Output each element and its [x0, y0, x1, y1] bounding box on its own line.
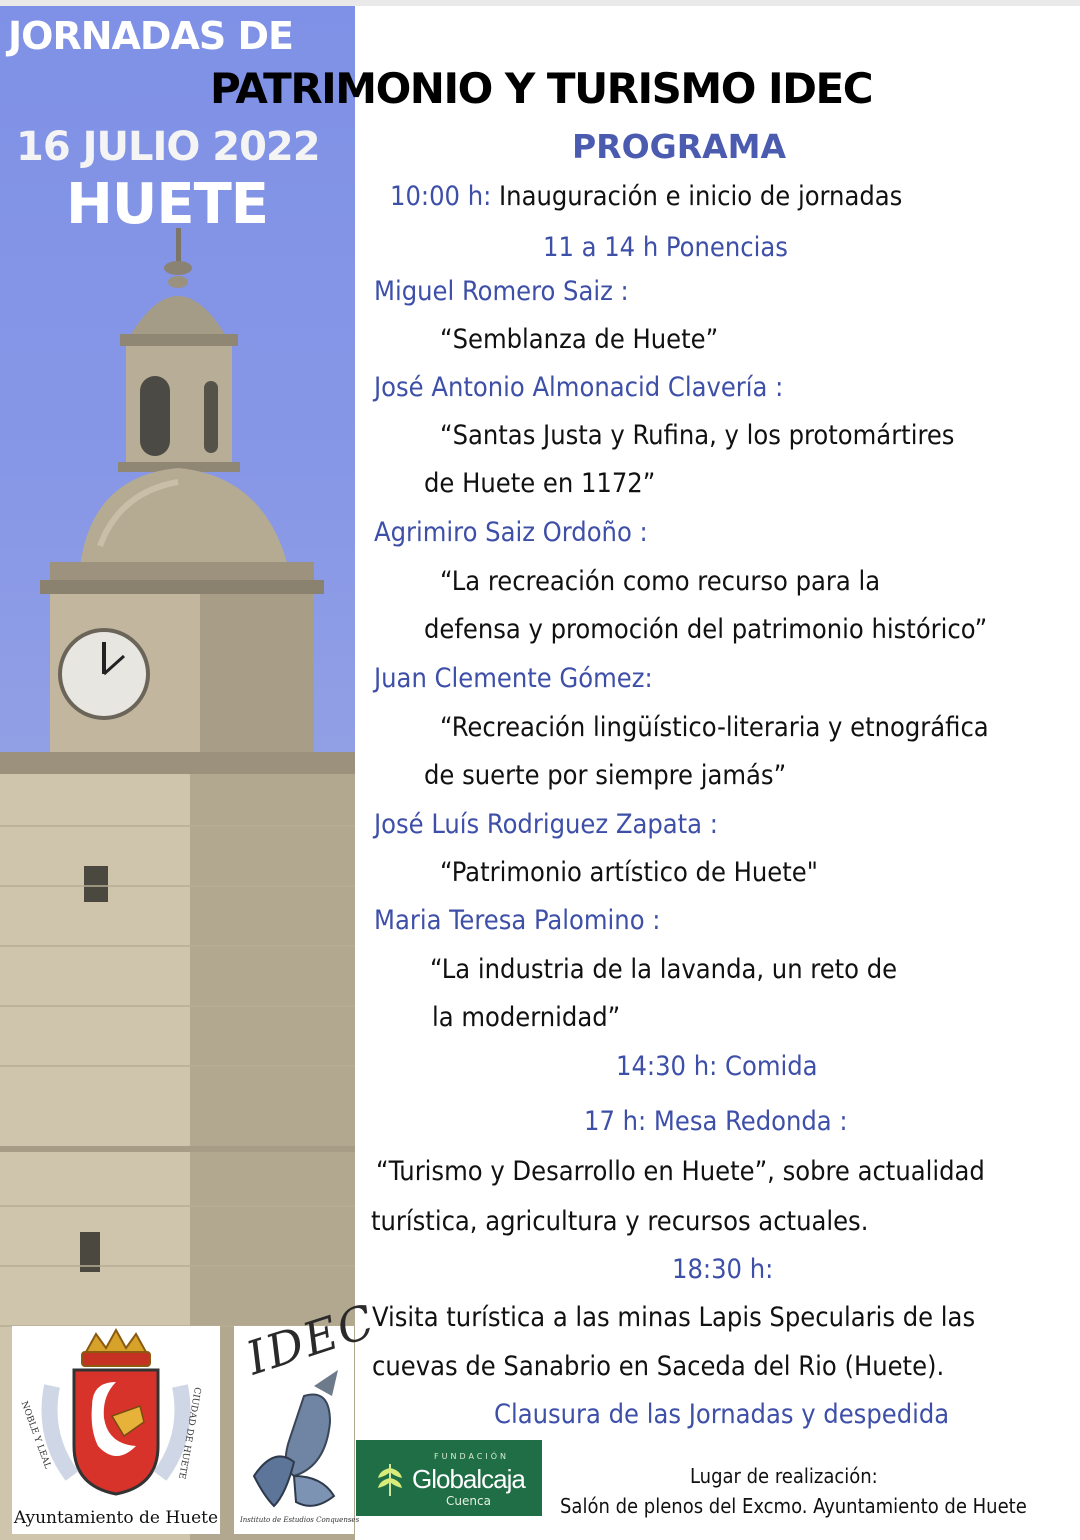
visit-line-1: Visita turística a las minas Lapis Specularis de las	[372, 1302, 976, 1333]
opening-text: Inauguración e inicio de jornadas	[499, 181, 903, 212]
globalcaja-foundation: FUNDACIÓN	[434, 1452, 510, 1461]
lunch-line: 14:30 h: Comida	[616, 1051, 818, 1082]
title-line-patrimonio: PATRIMONIO Y TURISMO IDEC	[210, 64, 873, 113]
roundtable-header: 17 h: Mesa Redonda :	[584, 1106, 848, 1137]
ayuntamiento-caption: Ayuntamiento de Huete	[13, 1508, 219, 1528]
roundtable-line-2: turística, agricultura y recursos actuales.	[371, 1206, 869, 1237]
globalcaja-logo	[356, 1440, 542, 1516]
opening-line	[390, 181, 902, 213]
clock-tower-photo	[0, 6, 355, 1540]
ayuntamiento-logo	[12, 1326, 220, 1534]
talk-3-title-line-2: defensa y promoción del patrimonio histórico”	[424, 614, 988, 645]
opening-time: 10:00 h:	[390, 181, 492, 212]
speaker-5: José Luís Rodriguez Zapata :	[374, 809, 718, 840]
talk-4-title-line-1: “Recreación lingüístico-literaria y etnográfica	[440, 712, 989, 743]
idec-letters: IDEC	[240, 1293, 383, 1386]
event-town: HUETE	[66, 172, 269, 237]
idec-logo	[234, 1293, 383, 1534]
globalcaja-sub: Cuenca	[446, 1494, 491, 1508]
talk-6-title-line-1: “La industria de la lavanda, un reto de	[430, 954, 898, 985]
talk-2-title-line-2: de Huete en 1172”	[424, 468, 656, 499]
visit-line-2: cuevas de Sanabrio en Saceda del Rio (Huete).	[372, 1351, 945, 1382]
title-line-jornadas: JORNADAS DE	[8, 14, 293, 58]
shield-motto-right: CIUDAD DE HUETE	[175, 1386, 202, 1480]
globalcaja-name: Globalcaja	[412, 1464, 525, 1494]
program-heading: PROGRAMA	[572, 127, 787, 166]
talk-2-title-line-1: “Santas Justa y Rufina, y los protomártires	[440, 420, 955, 451]
venue-label: Lugar de realización:	[690, 1464, 878, 1488]
poster	[0, 6, 1080, 1540]
closing-line: Clausura de las Jornadas y despedida	[494, 1399, 950, 1430]
shield-motto-left: NOBLE Y LEAL	[18, 1400, 53, 1471]
speaker-1: Miguel Romero Saiz :	[374, 276, 629, 307]
talk-1-title: “Semblanza de Huete”	[440, 324, 719, 355]
speaker-3: Agrimiro Saiz Ordoño :	[374, 517, 648, 548]
venue-text: Salón de plenos del Excmo. Ayuntamiento de Huete	[560, 1494, 1027, 1518]
idec-caption: Instituto de Estudios Conquenses	[240, 1516, 360, 1524]
talk-4-title-line-2: de suerte por siempre jamás”	[424, 760, 787, 791]
speaker-6: Maria Teresa Palomino :	[374, 905, 661, 936]
roundtable-line-1: “Turismo y Desarrollo en Huete”, sobre actualidad	[376, 1156, 985, 1187]
visit-time: 18:30 h:	[672, 1254, 774, 1285]
talk-6-title-line-2: la modernidad”	[432, 1002, 621, 1033]
speaker-2: José Antonio Almonacid Clavería :	[374, 372, 784, 403]
idec-figure-icon	[234, 1326, 354, 1534]
speaker-4: Juan Clemente Gómez:	[374, 663, 653, 694]
talk-5-title: “Patrimonio artístico de Huete"	[440, 857, 818, 888]
talk-3-title-line-1: “La recreación como recurso para la	[440, 566, 881, 597]
event-date: 16 JULIO 2022	[16, 124, 320, 170]
wheat-icon	[370, 1458, 410, 1498]
talks-header: 11 a 14 h Ponencias	[543, 232, 788, 263]
